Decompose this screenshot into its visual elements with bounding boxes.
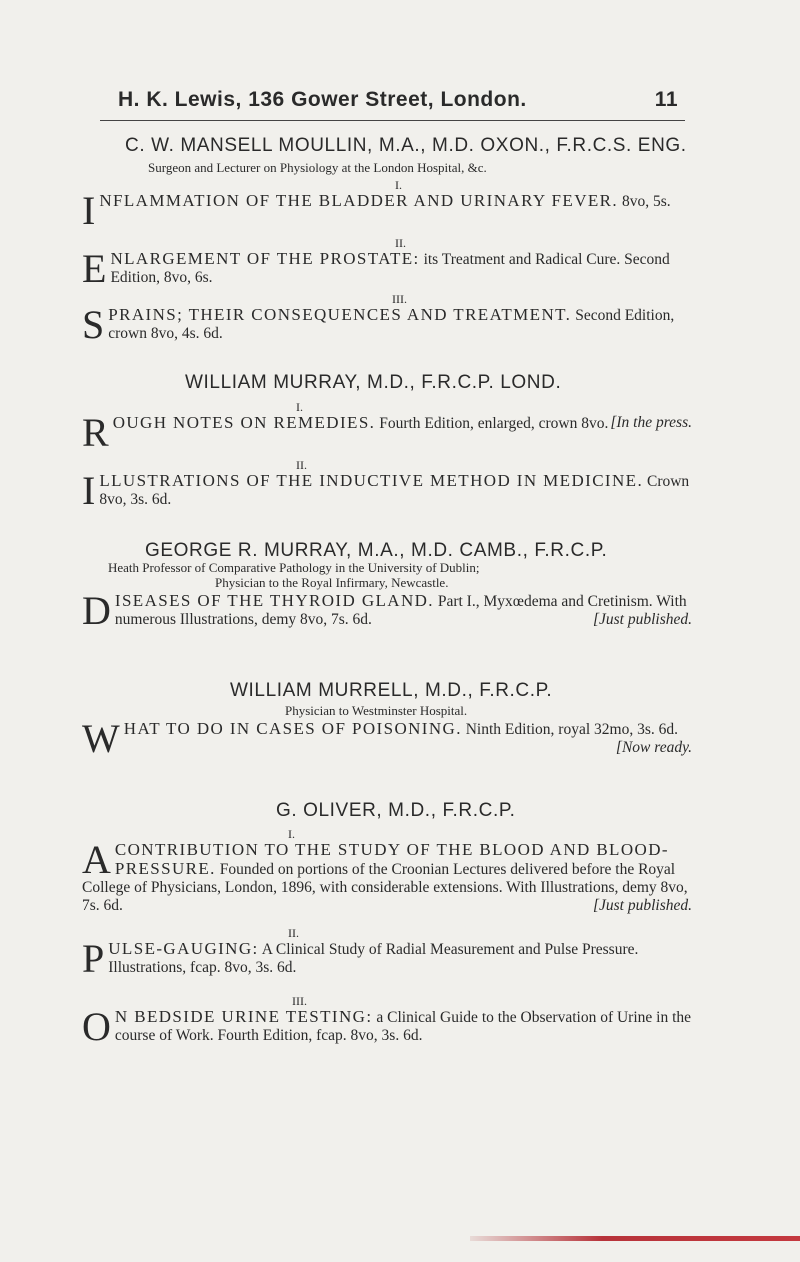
- author-name: G. OLIVER, M.D., F.R.C.P.: [276, 800, 516, 821]
- book-numeral: II.: [296, 458, 307, 472]
- book-title: LLUSTRATIONS OF THE INDUCTIVE METHOD IN MEDICINE.: [99, 471, 644, 490]
- book-details: Second Edition, crown 8vo, 4s. 6d.: [108, 307, 675, 342]
- book-title: ISEASES OF THE THYROID GLAND.: [114, 591, 434, 610]
- drop-initial: D: [82, 588, 111, 633]
- book-numeral: II.: [288, 926, 299, 940]
- drop-initial: I: [82, 468, 96, 513]
- drop-initial: S: [82, 302, 105, 347]
- book-details: a Clinical Guide to the Observation of Urine in the course of Work. Fourth Edition, fcap. 8vo, 3s. 6d.: [114, 1009, 692, 1044]
- book-details: Fourth Edition, enlarged, crown 8vo.: [379, 415, 609, 432]
- page-number: 11: [654, 88, 678, 111]
- book-entry: [82, 1004, 692, 1049]
- book-entry: [82, 246, 692, 291]
- book-entry: [82, 588, 692, 633]
- drop-initial: A: [82, 837, 111, 882]
- book-title: PRAINS; THEIR CONSEQUENCES AND TREATMENT.: [108, 305, 572, 324]
- binding-edge-stripe: [470, 1236, 800, 1241]
- book-numeral: I.: [288, 827, 295, 841]
- author-note: Physician to the Royal Infirmary, Newcastle.: [215, 575, 449, 590]
- drop-initial: E: [82, 246, 107, 291]
- book-details: Crown 8vo, 3s. 6d.: [99, 473, 690, 508]
- book-entry: [82, 716, 692, 761]
- publisher-line: H. K. Lewis, 136 Gower Street, London.: [118, 88, 527, 111]
- publication-status: [Just published.: [592, 897, 692, 914]
- book-numeral: III.: [392, 292, 407, 306]
- book-details: 8vo, 5s.: [621, 193, 671, 210]
- book-title: CONTRIBUTION TO THE STUDY OF THE BLOOD AND BLOOD-PRESSURE.: [114, 840, 669, 878]
- author-note: Heath Professor of Comparative Pathology in the University of Dublin;: [108, 560, 480, 575]
- book-numeral: III.: [292, 994, 307, 1008]
- book-title: NFLAMMATION OF THE BLADDER AND URINARY FEVER.: [99, 191, 619, 210]
- book-title: N BEDSIDE URINE TESTING:: [114, 1007, 373, 1026]
- book-title: HAT TO DO IN CASES OF POISONING.: [123, 719, 462, 738]
- book-details: Ninth Edition, royal 32mo, 3s. 6d.: [465, 721, 678, 738]
- publication-status: [In the press.: [610, 414, 692, 431]
- drop-initial: W: [82, 716, 120, 761]
- header-rule: [100, 120, 685, 121]
- publication-status: [Now ready.: [615, 739, 692, 756]
- book-entry: [82, 837, 692, 915]
- book-title: ULSE-GAUGING:: [108, 939, 259, 958]
- author-note: Physician to Westminster Hospital.: [285, 703, 468, 718]
- book-numeral: I.: [395, 178, 402, 192]
- drop-initial: O: [82, 1004, 111, 1049]
- running-head: [118, 88, 678, 112]
- author-name: C. W. MANSELL MOULLIN, M.A., M.D. OXON., F.R.C.S. ENG.: [125, 135, 687, 156]
- book-title: NLARGEMENT OF THE PROSTATE:: [110, 249, 420, 268]
- publication-status: [Just published.: [592, 611, 692, 628]
- book-details: Founded on portions of the Croonian Lectures delivered before the Royal College of Physicians, London, 1896, with considerable extensions. With Illustrations, demy 8vo, 7s. 6d.: [82, 861, 688, 914]
- author-name: GEORGE R. MURRAY, M.A., M.D. CAMB., F.R.C.P.: [145, 540, 608, 561]
- book-numeral: I.: [296, 400, 303, 414]
- book-title: OUGH NOTES ON REMEDIES.: [112, 413, 376, 432]
- drop-initial: I: [82, 188, 96, 233]
- book-details: Part I., Myxœdema and Cretinism. With numerous Illustrations, demy 8vo, 7s. 6d.: [114, 593, 687, 628]
- book-entry: [82, 468, 692, 513]
- author-name: WILLIAM MURRAY, M.D., F.R.C.P. LOND.: [185, 372, 562, 393]
- book-numeral: II.: [395, 236, 406, 250]
- drop-initial: R: [82, 410, 109, 455]
- drop-initial: P: [82, 936, 105, 981]
- author-note: Surgeon and Lecturer on Physiology at the London Hospital, &c.: [148, 160, 487, 175]
- book-entry: [82, 410, 692, 455]
- author-name: WILLIAM MURRELL, M.D., F.R.C.P.: [230, 680, 553, 701]
- book-details: A Clinical Study of Radial Measurement and Pulse Pressure. Illustrations, fcap. 8vo, 3s. 6d.: [108, 941, 639, 976]
- book-entry: [82, 188, 692, 233]
- book-entry: [82, 302, 692, 347]
- book-entry: [82, 936, 692, 981]
- book-details: its Treatment and Radical Cure. Second Edition, 8vo, 6s.: [110, 251, 670, 286]
